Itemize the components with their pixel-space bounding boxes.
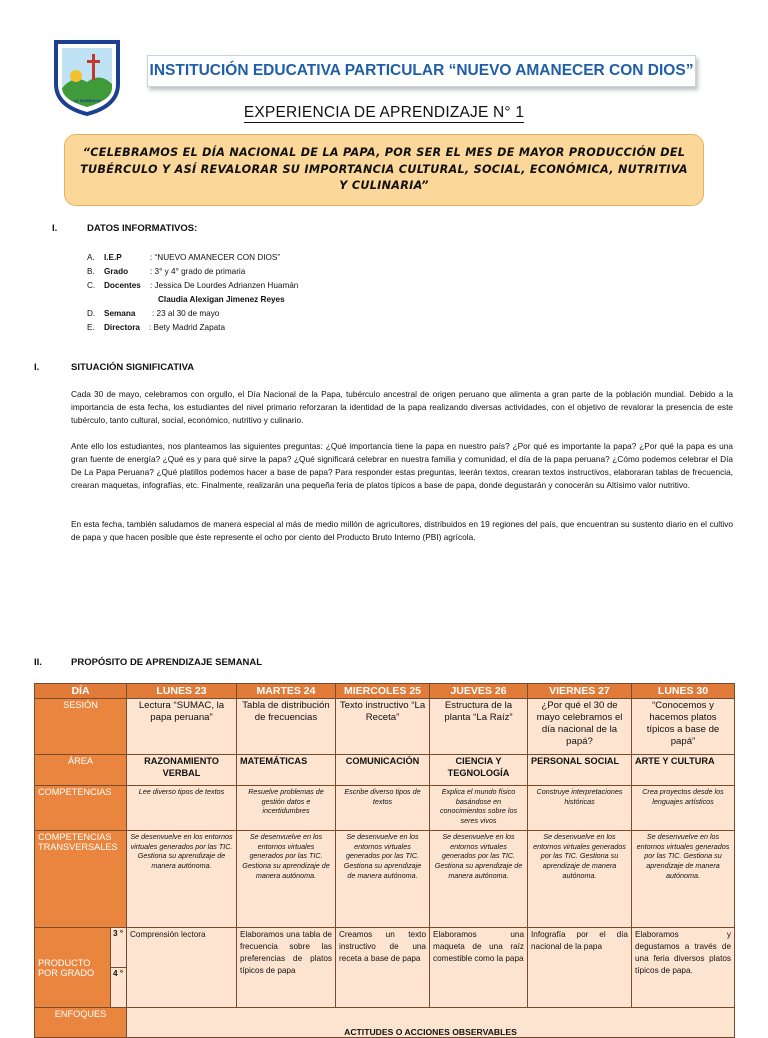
transversal-cell: Se desenvuelve en los entornos virtuales generados por las TIC. Gestiona su aprendizaje de manera autónoma. [237,831,336,928]
table-row [35,831,735,928]
dato-label: I.E.P [104,253,122,262]
session-cell: ¿Por qué el 30 de mayo celebramos el día nacional de la papá? [528,699,632,755]
dato-letter: A. [87,253,95,262]
table-row [35,786,735,831]
label-enfoques: ENFOQUES [35,1008,127,1038]
producto-cell: Elaboramos una maqueta de una raíz comestible como la papa [430,928,528,1008]
table-row [35,928,735,968]
day-header: LUNES 30 [632,684,735,699]
label-area: ÁREA [35,755,127,786]
section1-heading: DATOS INFORMATIVOS: [87,223,198,234]
label-sesion: SESIÓN [35,699,127,755]
producto-cell: Creamos un texto instructivo de una receta a base de papa [336,928,430,1008]
session-cell: “Conocemos y hacemos platos típicos a base de papá” [632,699,735,755]
table-row [35,755,735,786]
dato-letter: E. [87,323,95,332]
dato-label: Semana [104,309,136,318]
section2-number: I. [34,362,40,373]
section1-number: I. [52,223,58,234]
dato-label: Directora [104,323,140,332]
area-cell: COMUNICACIÓN [336,755,430,786]
grade-4-label: 4 ° [111,968,127,1008]
transversal-cell: Se desenvuelve en los entornos virtuales generados por las TIC. Gestiona su aprendizaje de manera autónoma. [632,831,735,928]
label-competencias: COMPETENCIAS [35,786,127,831]
dato-letter: B. [87,267,95,276]
label-producto: PRODUCTO POR GRADO [35,928,111,1008]
session-cell: Lectura “SUMAC, la papa peruana” [127,699,237,755]
day-header: MIERCOLES 25 [336,684,430,699]
dato-label: Grado [104,267,129,276]
area-cell: CIENCIA Y TEGNOLOGÍA [430,755,528,786]
competencia-cell: Lee diverso tipos de textos [127,786,237,831]
producto-cell: Elaboramos y degustamos a través de una feria diversos platos típicos de papa. [632,928,735,1008]
area-cell: MATEMÁTICAS [237,755,336,786]
competencia-cell: Resuelve problemas de gestión datos e incertidumbres [237,786,336,831]
dato-letter: D. [87,309,96,318]
competencia-cell: Escribe diverso tipos de textos [336,786,430,831]
table-row [35,1008,735,1038]
dato-label: Docentes [104,281,141,290]
label-transversales: COMPETENCIAS TRANSVERSALES [35,831,127,928]
producto-cell: Comprensión lectora [127,928,237,1008]
table-row [35,684,735,699]
actitudes-header: ACTITUDES O ACCIONES OBSERVABLES [127,1008,735,1038]
institution-name: INSTITUCIÓN EDUCATIVA PARTICULAR “NUEVO AMANECER CON DIOS” [149,62,694,79]
dato-value: : Jessica De Lourdes Adrianzen Huamán [150,281,299,290]
competencia-cell: Crea proyectos desde los lenguajes artísticos [632,786,735,831]
session-cell: Estructura de la planta “La Raíz” [430,699,528,755]
theme-banner [64,134,704,206]
section2-heading: SITUACIÓN SIGNIFICATIVA [71,362,195,373]
section3-heading: PROPÓSITO DE APRENDIZAJE SEMANAL [71,657,263,668]
producto-cell: Elaboramos una tabla de frecuencia sobre las preferencias de platos típicos de papa [237,928,336,1008]
experience-title [0,104,768,122]
day-header: MARTES 24 [237,684,336,699]
area-cell: RAZONAMIENTO VERBAL [127,755,237,786]
transversal-cell: Se desenvuelve en los entornos virtuales generados por las TIC. Gestiona su aprendizaje de manera autónoma. [430,831,528,928]
institution-banner [147,55,696,87]
dato-value: : Bety Madrid Zapata [149,323,225,332]
grade-3-label: 3 ° [111,928,127,968]
area-cell: ARTE Y CULTURA [632,755,735,786]
experience-title-text: EXPERIENCIA DE APRENDIZAJE N° 1 [243,104,525,121]
competencia-cell: Explica el mundo físico basándose en conocimientos sobre los seres vivos [430,786,528,831]
seal-text-bottom: LA MAGNOLIA [73,99,101,103]
dato-value: : 3° y 4° grado de primaria [150,267,246,276]
day-header: LUNES 23 [127,684,237,699]
dato-value: : 23 al 30 de mayo [152,309,220,318]
transversal-cell: Se desenvuelve en los entornos virtuales generados por las TIC. Gestiona su aprendizaje de manera autónoma. [127,831,237,928]
dato-value: Claudia Alexigan Jimenez Reyes [158,295,285,304]
dato-letter: C. [87,281,96,290]
situation-paragraph: Cada 30 de mayo, celebramos con orgullo, el Día Nacional de la Papa, tubérculo ancestral de origen peruano que alimenta a gran parte de la población mundial. Debido a la importancia de esta fecha, los estudiantes del nivel primario reforzaran la identidad de la papa realizando diversas actividades, con el objetivo de revalorar la presencia de este tubérculo, tanto cultural, social, económico, nutritivo y culinario. [71,389,733,425]
learning-purpose-table [34,683,735,1038]
situation-paragraph: Ante ello los estudiantes, nos planteamos las siguientes preguntas: ¿Qué importancia tiene la papa en nuestro país? ¿Por qué es importante la papa? ¿Por qué la papa es una gran fuente de energía? ¿Qué es y para qué sirve la papa? ¿Qué significará celebrar en nuestra familia y comunidad, el día de la papa peruana? ¿Cómo podemos celebrar el Día De La Papa Peruana? ¿Qué platillos podemos hacer a base de papa? Para responder estas preguntas, leerán textos, crearan textos instructivos, elaboraran tablas de frecuencia, crearan maquetas, infografías, etc. Finalmente, realizarán una pequeña feria de platos típicos a base de papa, donde degustarán y conocerán su Altísimo valor nutritivo. [71,441,733,490]
producto-cell: Infografía por el día nacional de la papa [528,928,632,1008]
label-dia: DÍA [35,684,127,699]
session-cell: Texto instructivo “La Receta” [336,699,430,755]
theme-banner-text: “CELEBRAMOS EL DÍA NACIONAL DE LA PAPA, POR SER EL MES DE MAYOR PRODUCCIÓN DEL TUBÉRCULO Y ASÍ REVALORAR SU IMPORTANCIA CULTURAL, SOCIAL, ECONÓMICA, NUTRITIVA Y CULINARIA” [80,145,688,193]
day-header: VIERNES 27 [528,684,632,699]
competencia-cell: Construye interpretaciones históricas [528,786,632,831]
table-row [35,699,735,755]
area-cell: PERSONAL SOCIAL [528,755,632,786]
situation-paragraph: En esta fecha, también saludamos de manera especial al más de medio millón de agricultores, distribuidos en 19 regiones del país, que encuentran su sustento diario en el cultivo de papa y que hacen posible que éste represente el ocho por ciento del Producto Bruto Interno (PBI) agrícola. [71,519,733,542]
seal-text-top: NUEVO AMANECER CON DIOS [63,44,111,48]
dato-value: : “NUEVO AMANECER CON DIOS” [150,253,281,262]
day-header: JUEVES 26 [430,684,528,699]
transversal-cell: Se desenvuelve en los entornos virtuales generados por las TIC. Gestiona su aprendizaje de manera autónoma. [336,831,430,928]
section3-number: II. [34,657,42,668]
transversal-cell: Se desenvuelve en los entornos virtuales generados por las TIC. Gestiona su aprendizaje de manera autónoma. [528,831,632,928]
session-cell: Tabla de distribución de frecuencias [237,699,336,755]
